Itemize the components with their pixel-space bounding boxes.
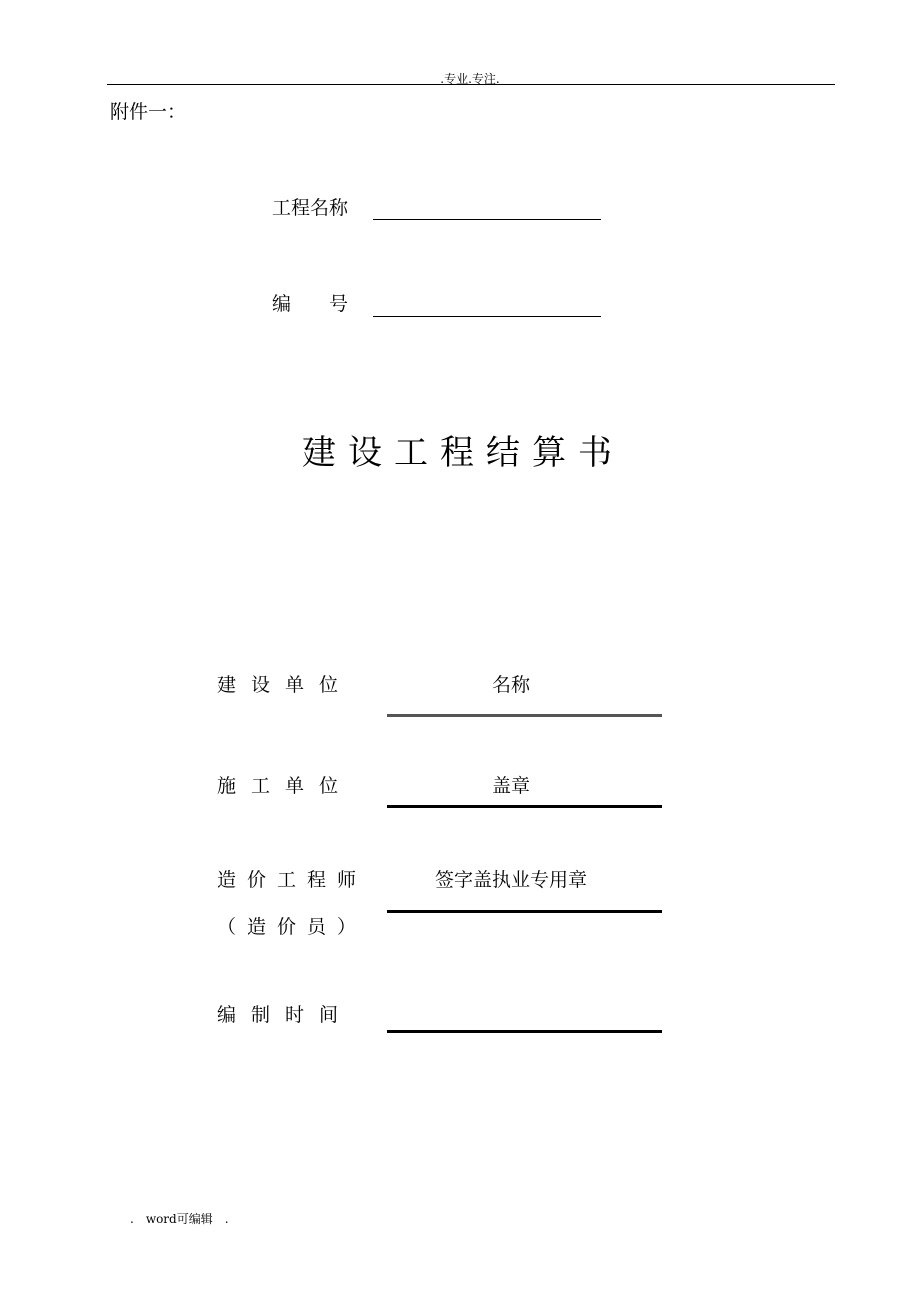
sig-value-construction-unit: 名称 (491, 674, 530, 696)
page-header: .专业.专注. (440, 72, 500, 86)
project-name-line (373, 219, 601, 220)
sig-line-construction-unit (387, 714, 662, 717)
document-title: 建设工程结算书 (302, 433, 624, 473)
sig-sublabel-cost-clerk: （造价员） (217, 916, 368, 938)
sig-line-compile-date (387, 1030, 662, 1033)
sig-label-contractor: 施工单位 (217, 775, 354, 797)
number-line (373, 316, 601, 317)
sig-label-cost-engineer: 造价工程师 (217, 869, 368, 891)
attachment-label: 附件一： (110, 101, 187, 123)
header-rule (107, 84, 835, 85)
sig-line-cost-engineer (387, 910, 662, 913)
number-label: 编 号 (272, 293, 349, 315)
page-footer: . word可编辑 . (130, 1212, 229, 1226)
project-name-label: 工程名称 (272, 197, 349, 219)
sig-value-contractor: 盖章 (491, 775, 530, 797)
sig-value-cost-engineer: 签字盖执业专用章 (434, 869, 587, 891)
sig-label-construction-unit: 建设单位 (217, 674, 354, 696)
sig-label-compile-date: 编制时间 (217, 1004, 354, 1026)
sig-line-contractor (387, 805, 662, 808)
